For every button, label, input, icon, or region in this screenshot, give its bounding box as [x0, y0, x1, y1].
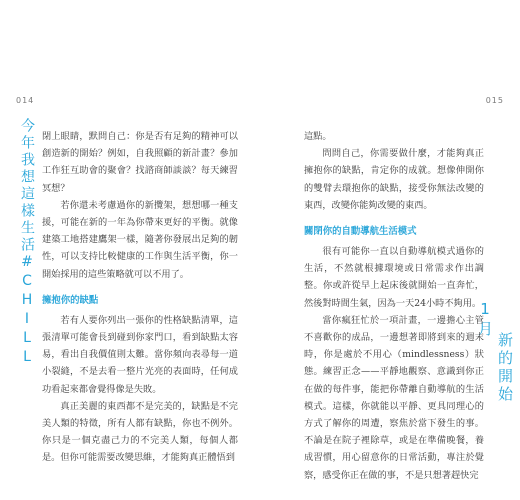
right-side-month: 1月: [476, 300, 494, 339]
paragraph: 很有可能你一直以自動導航模式過你的生活，不然就根據環境或日常需求作出調整。你或許從早上起床後就開始一直奔忙，然後對時間生氣，因為一天24小時不夠用。: [304, 246, 484, 309]
page-number-right: 015: [485, 96, 504, 105]
section-heading-embrace-flaws: 擁抱你的缺點: [42, 294, 99, 306]
left-side-title: 今年我想這樣生活#CHILL: [19, 118, 35, 368]
paragraph: 真正美麗的東西都不是完美的，缺點是不完美人類的特徵，所有人都有缺點，你也不例外。你只是一個克盡己力的不完美人類，每個人都是。但你可能需要改變思維，才能夠真正體悟到: [42, 400, 238, 464]
paragraph: 若有人要你列出一張你的性格缺點清單，這張清單可能會長到碰到你家門口，看到缺點太容易，看出自我價值則太難。當你頻向表尋每一道小裂縫，不是去看一整片光亮的表面時，任何成功看起來都會覺得像是失敗。: [42, 314, 238, 395]
page-number-left: 014: [16, 96, 35, 105]
left-text-column: [42, 128, 238, 467]
paragraph: 當你瘋狂忙於一項計畫，一邊擔心主管不喜歡你的成品，一邊想著即將到來的週末時，你是處於不用心（mindlessness）狀態。練習正念——平靜地觀察、意識到你正在做的每件事，能把你帶離自動導航的生活模式。這樣，你就能以平靜、更具同理心的方式了解你的周遭，察焦於當下發生的事。不論是在院子裡除草，或是在準備晚餐，養成習慣，用心留意你的日常活動，專注於覺察，感受你正在做的事，不是只想著趕快完: [304, 314, 484, 481]
section-heading-autopilot: 關閉你的自動導航生活模式: [304, 226, 417, 238]
right-text-column: [304, 128, 484, 484]
paragraph: 閉上眼睛，默問自己：你是否有足夠的精神可以創造新的開始？例如，自我照顧的新計畫？參加工作狂互助會的聚會？找諮商師談談？每天練習冥想？: [42, 131, 238, 194]
right-side-title: 新的開始: [496, 332, 514, 404]
paragraph: 問問自己，你需要做什麼，才能夠真正擁抱你的缺點，肯定你的成就。想像伸開你的雙臂去環抱你的缺點，接受你無法改變的東西，改變你能夠改變的東西。: [304, 148, 484, 211]
paragraph: 這點。: [304, 131, 332, 142]
paragraph: 若你還未考慮過你的新攬架，想想哪一種支援，可能在新的一年為你帶來更好的平衡。就像建築工地搭建鷹架一樣，隨著你發展出足夠的韌性，可以支持比較健康的工作與生活平衡，你一開始採用的這些策略就可以不用了。: [42, 199, 238, 280]
